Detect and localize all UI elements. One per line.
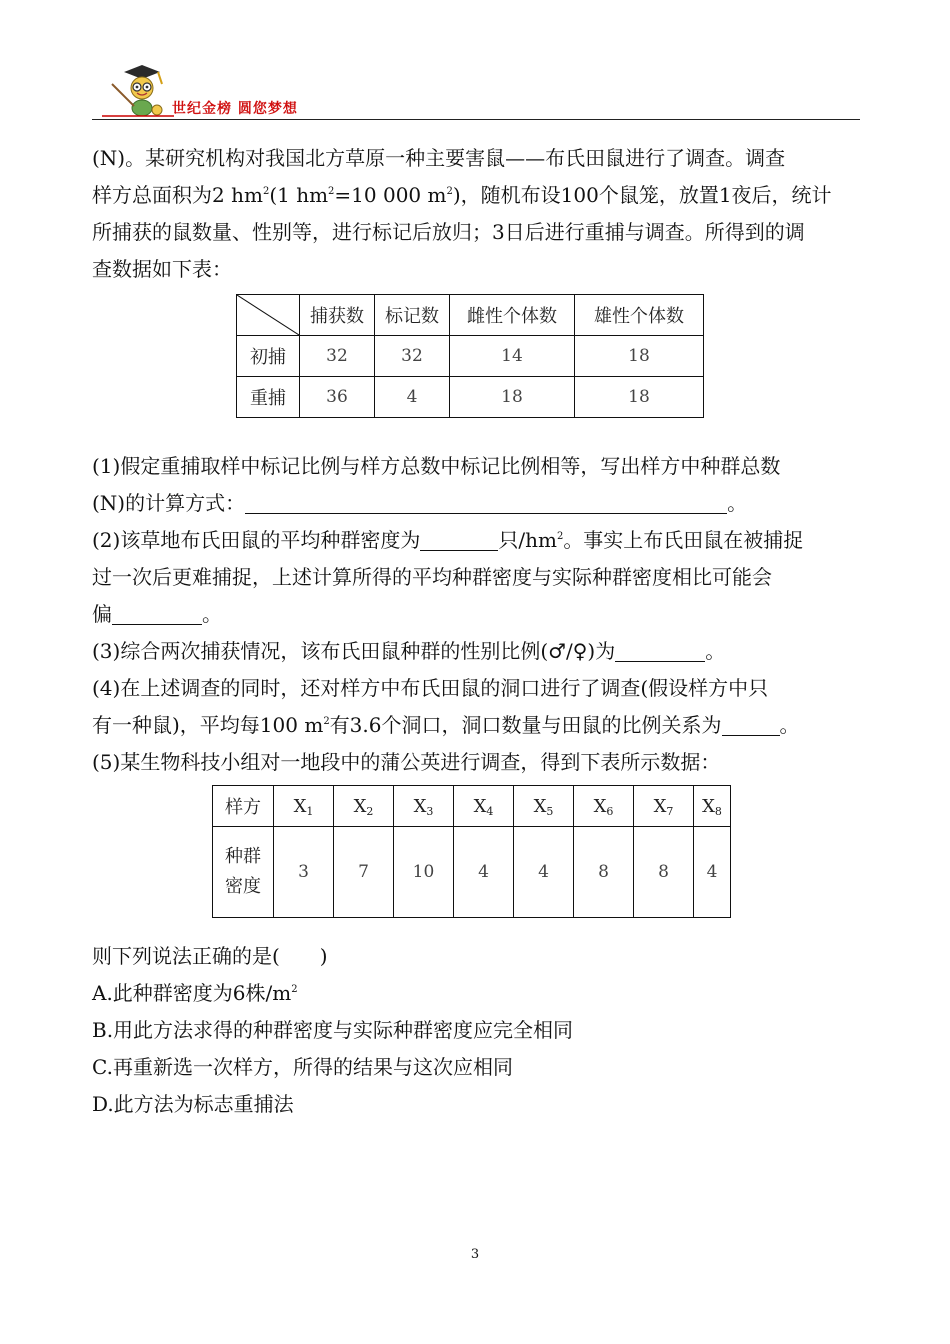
density-cell: 4: [694, 827, 731, 918]
choice-b[interactable]: B.用此方法求得的种群密度与实际种群密度应完全相同: [92, 1018, 574, 1042]
table-row: [237, 336, 704, 377]
row-label: 样方: [213, 786, 274, 827]
header-slogan: 世纪金榜 圆您梦想: [172, 101, 298, 117]
sample-header-cell: [514, 786, 574, 827]
question-stem: 则下列说法正确的是( ): [92, 944, 328, 968]
table-cell: 18: [575, 377, 704, 418]
superscript: 2: [262, 186, 270, 197]
subscript: 7: [666, 804, 674, 818]
choices-block: [92, 938, 860, 1123]
subscript: 5: [546, 804, 554, 818]
sample-label: X: [473, 795, 487, 817]
question-text: 。: [779, 713, 800, 737]
subscript: 1: [306, 804, 314, 818]
sample-header-cell: [634, 786, 694, 827]
subscript: 3: [426, 804, 434, 818]
intro-text: (1 hm: [269, 183, 329, 207]
density-cell: 10: [394, 827, 454, 918]
question-text: 。: [705, 639, 726, 663]
question-2-line-3: [92, 596, 860, 633]
subscript: 2: [366, 804, 374, 818]
table-header-row: [237, 295, 704, 336]
density-cell: 3: [274, 827, 334, 918]
table-header-cell: 雌性个体数: [450, 295, 575, 336]
question-text: 有3.6个洞口，洞口数量与田鼠的比例关系为: [329, 713, 722, 737]
page-number: 3: [470, 1247, 480, 1262]
table-cell: 32: [300, 336, 375, 377]
intro-text: 样方总面积为2 hm: [92, 183, 263, 207]
choice-text: A.此种群密度为6株/m: [92, 981, 292, 1005]
table-header-cell: 标记数: [375, 295, 450, 336]
intro-line-4: 查数据如下表：: [92, 257, 232, 281]
question-text: 偏: [92, 602, 112, 626]
question-3-line: [92, 633, 860, 670]
question-5-line: (5)某生物科技小组对一地段中的蒲公英进行调查，得到下表所示数据：: [92, 750, 721, 774]
choice-c[interactable]: C.再重新选一次样方，所得的结果与这次应相同: [92, 1055, 513, 1079]
sample-label: X: [533, 795, 547, 817]
density-cell: 8: [574, 827, 634, 918]
intro-text: =10 000 m: [334, 183, 447, 207]
intro-line-3: 所捕获的鼠数量、性别等，进行标记后放归；3日后进行重捕与调查。所得到的调: [92, 220, 805, 244]
question-4-line-2: [92, 707, 860, 744]
table-row: [237, 377, 704, 418]
density-cell: 4: [514, 827, 574, 918]
row-label: 初捕: [237, 336, 300, 377]
question-text: (N)的计算方式：: [92, 491, 246, 515]
diagonal-corner-cell: [237, 295, 300, 336]
table-cell: 18: [575, 336, 704, 377]
density-cell: 4: [454, 827, 514, 918]
table-row: [213, 827, 731, 918]
sample-header-cell: [574, 786, 634, 827]
table-row: [213, 786, 731, 827]
sample-label: X: [413, 795, 427, 817]
sample-label: X: [593, 795, 607, 817]
questions-block: [92, 448, 860, 781]
answer-blank-3[interactable]: [615, 639, 705, 662]
question-1-line-1: (1)假定重捕取样中标记比例与样方总数中标记比例相等，写出样方中种群总数: [92, 454, 781, 478]
density-cell: 7: [334, 827, 394, 918]
question-text: 。事实上布氏田鼠在被捕捉: [563, 528, 804, 552]
table-header-cell: 雄性个体数: [575, 295, 704, 336]
subscript: 4: [486, 804, 494, 818]
sample-label: X: [293, 795, 307, 817]
row-label-part: 种群: [225, 846, 261, 867]
question-4-line-1: (4)在上述调查的同时，还对样方中布氏田鼠的洞口进行了调查(假设样方中只: [92, 676, 769, 700]
superscript: 2: [323, 716, 330, 727]
sample-label: X: [653, 795, 667, 817]
graduation-doctor-logo-icon: [102, 62, 174, 120]
choice-d[interactable]: D.此方法为标志重捕法: [92, 1092, 294, 1116]
page-header: [92, 62, 860, 120]
answer-blank-1[interactable]: [245, 491, 727, 514]
question-text: (2)该草地布氏田鼠的平均种群密度为: [92, 528, 421, 552]
subscript: 6: [606, 804, 614, 818]
table-cell: 14: [450, 336, 575, 377]
sample-label: X: [353, 795, 367, 817]
choice-a[interactable]: [92, 975, 860, 1012]
row-label-part: 密度: [225, 876, 261, 897]
table-header-cell: 捕获数: [300, 295, 375, 336]
superscript: 2: [556, 531, 564, 542]
table-cell: 18: [450, 377, 575, 418]
sample-label: X: [702, 795, 715, 817]
superscript: 2: [446, 186, 453, 197]
sample-header-cell: [394, 786, 454, 827]
diagonal-line: [237, 295, 299, 335]
row-label: 重捕: [237, 377, 300, 418]
question-text: 。: [202, 602, 222, 626]
question-text: 有一种鼠)，平均每100 m: [92, 713, 324, 737]
question-text: (3)综合两次捕获情况，该布氏田鼠种群的性别比例(♂/♀)为: [92, 639, 616, 663]
sample-header-cell: [274, 786, 334, 827]
question-2-line-1: [92, 522, 860, 559]
sample-header-cell: [334, 786, 394, 827]
header-divider: [92, 119, 860, 120]
superscript: 2: [291, 984, 298, 995]
question-text: 只/hm: [498, 528, 557, 552]
intro-text: )，随机布设100个鼠笼，放置1夜后，统计: [452, 183, 832, 207]
answer-blank-4[interactable]: [722, 713, 780, 736]
intro-paragraph: [92, 140, 860, 288]
question-text: 。: [727, 491, 748, 515]
table-cell: 36: [300, 377, 375, 418]
subscript: 8: [714, 804, 722, 818]
question-1-line-2: [92, 485, 860, 522]
superscript: 2: [328, 186, 335, 197]
row-label: [213, 827, 274, 918]
density-cell: 8: [634, 827, 694, 918]
dandelion-density-table: [212, 785, 731, 918]
intro-line-2: [92, 177, 860, 214]
sample-header-cell: [694, 786, 731, 827]
question-2-line-2: 过一次后更难捕捉，上述计算所得的平均种群密度与实际种群密度相比可能会: [92, 565, 772, 589]
table-cell: 32: [375, 336, 450, 377]
answer-blank-2a[interactable]: [420, 528, 498, 551]
answer-blank-2b[interactable]: [112, 602, 202, 625]
sample-header-cell: [454, 786, 514, 827]
intro-line-1: (N)。某研究机构对我国北方草原一种主要害鼠——布氏田鼠进行了调查。调查: [92, 146, 786, 170]
capture-data-table: [236, 294, 704, 418]
table-cell: 4: [375, 377, 450, 418]
